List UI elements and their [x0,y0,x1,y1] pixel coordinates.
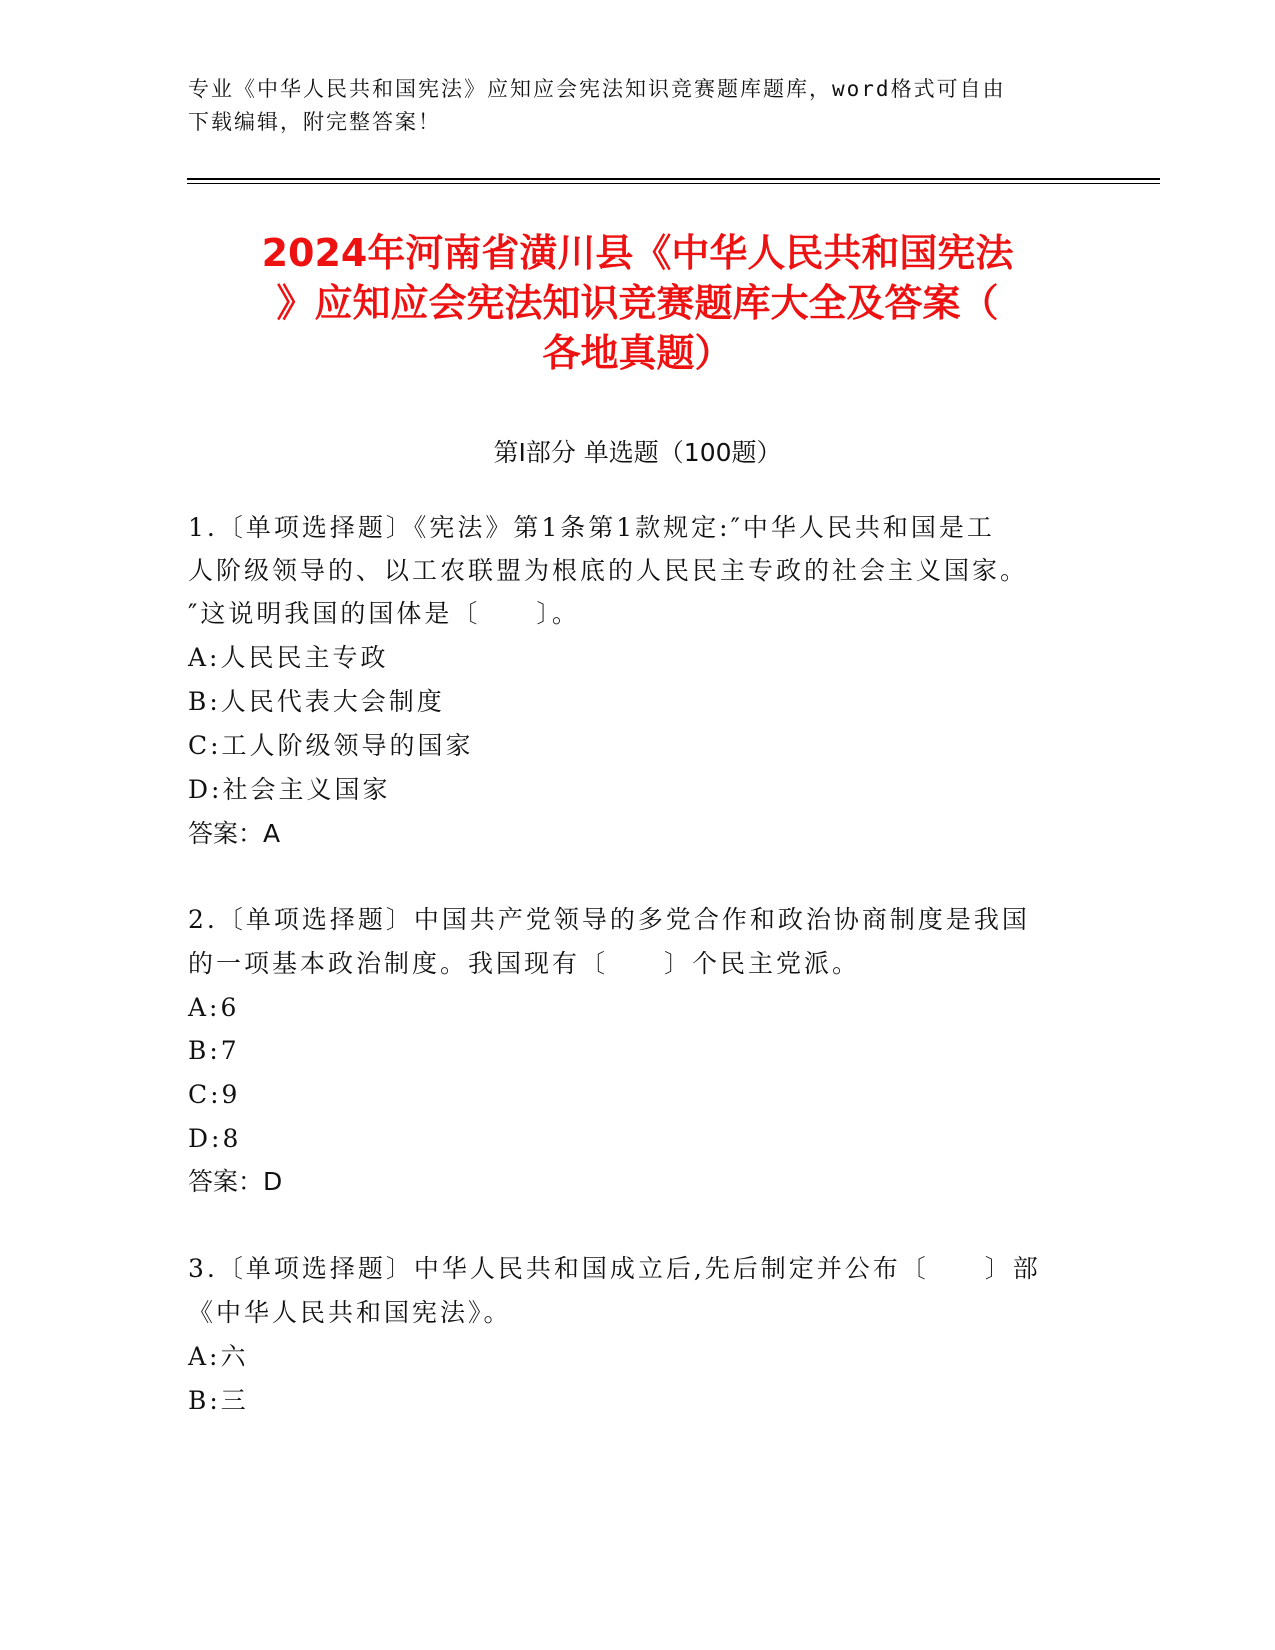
option-c: C:9 [188,1080,241,1109]
document-title-line-1: 2024年河南省潢川县《中华人民共和国宪法 [261,231,1014,275]
option-c: C:工人阶级领导的国家 [188,731,474,760]
question-stem-line: 3.〔单项选择题〕中华人民共和国成立后,先后制定并公布〔 〕部 [188,1254,1041,1283]
header-divider-thick [187,178,1160,180]
question-stem-line: 1.〔单项选择题〕《宪法》第1条第1款规定:″中华人民共和国是工 [188,513,995,542]
answer-label: 答案：A [188,819,281,848]
option-a: A:六 [188,1342,249,1371]
answer-label: 答案：D [188,1167,283,1196]
header-divider-thin [187,183,1160,184]
header-note-line-2: 下载编辑，附完整答案！ [188,110,441,134]
question-stem-line: 2.〔单项选择题〕中国共产党领导的多党合作和政治协商制度是我国 [188,905,1030,934]
option-b: B:人民代表大会制度 [188,687,445,716]
question-stem-line: 的一项基本政治制度。我国现有〔 〕个民主党派。 [188,949,861,978]
document-title [150,228,1125,378]
question-stem-line: ″这说明我国的国体是〔 〕。 [188,599,580,628]
document-title-line-2: 》应知应会宪法知识竞赛题库大全及答案（ [276,281,999,325]
section-title: 第Ⅰ部分 单选题（100题） [493,438,782,467]
option-b: B:三 [188,1386,249,1415]
option-a: A:人民民主专政 [188,643,389,672]
question-stem-line: 《中华人民共和国宪法》。 [188,1298,512,1327]
question-stem-line: 人阶级领导的、以工农联盟为根底的人民民主专政的社会主义国家。 [188,556,1029,585]
document-title-line-3: 各地真题） [542,331,733,375]
option-b: B:7 [188,1036,240,1065]
option-d: D:社会主义国家 [188,775,391,804]
option-d: D:8 [188,1124,242,1153]
header-note [188,73,1078,139]
header-note-line-1: 专业《中华人民共和国宪法》应知应会宪法知识竞赛题库题库，word格式可自由 [188,77,1006,101]
option-a: A:6 [188,993,240,1022]
